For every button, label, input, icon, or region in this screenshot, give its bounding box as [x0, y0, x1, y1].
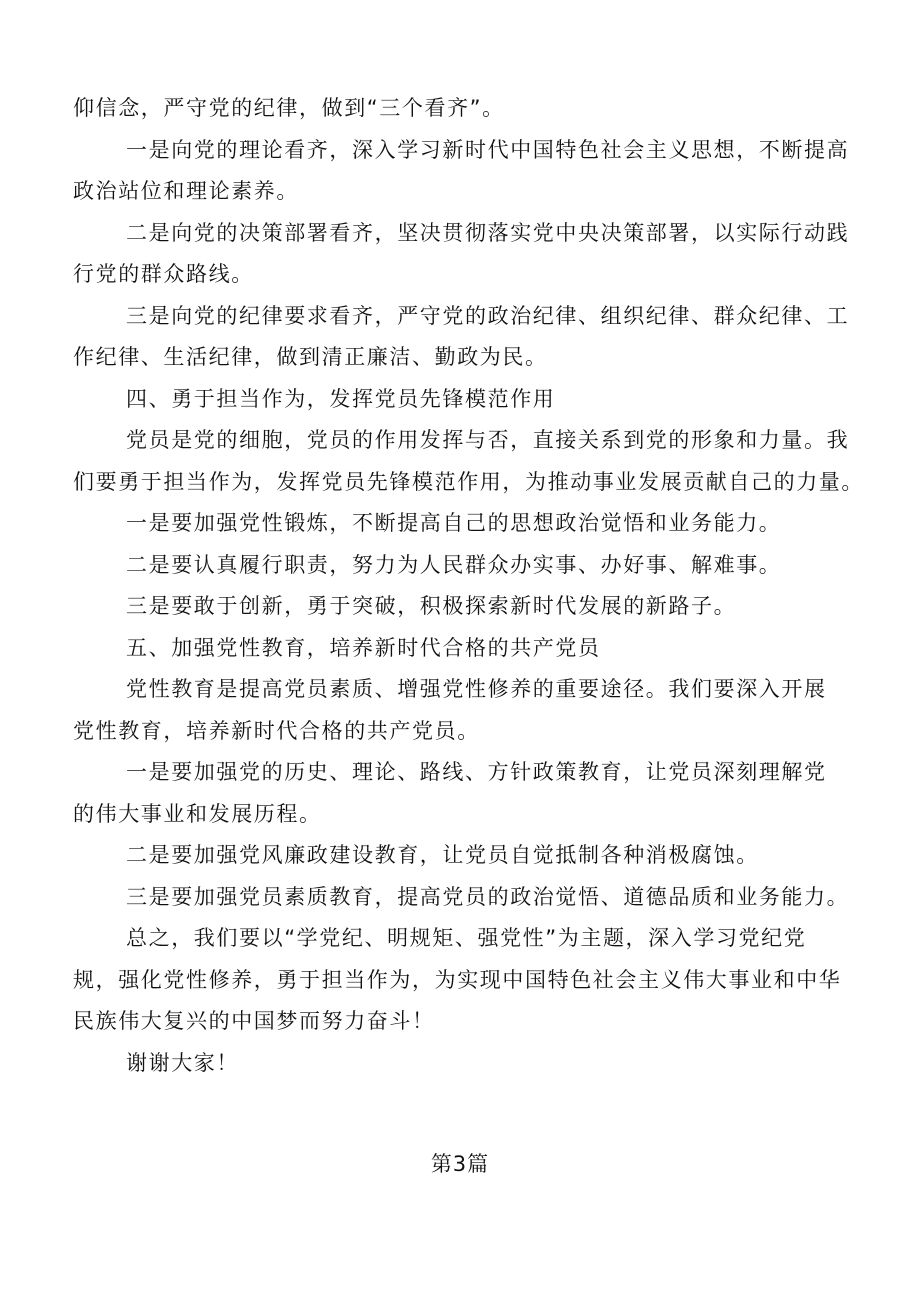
text-line: 二是要认真履行职责，努力为人民群众办实事、办好事、解难事。 — [126, 552, 782, 577]
text-line: 党员是党的细胞，党员的作用发挥与否，直接关系到党的形象和力量。我 — [126, 428, 850, 452]
next-article-heading: 第3篇 — [430, 1152, 490, 1176]
text-line: 作纪律、生活纪律，做到清正廉洁、勤政为民。 — [73, 345, 548, 369]
text-line: 政治站位和理论素养。 — [73, 179, 299, 203]
text-line: 党性教育是提高党员素质、增强党性修养的重要途径。我们要深入开展 — [126, 677, 827, 701]
text-line: 三是向党的纪律要求看齐，严守党的政治纪律、组织纪律、群众纪律、工 — [126, 303, 850, 328]
text-line: 三是要加强党员素质教育，提高党员的政治觉悟、道德品质和业务能力。 — [126, 884, 850, 909]
text-line: 一是向党的理论看齐，深入学习新时代中国特色社会主义思想，不断提高 — [126, 137, 850, 162]
text-line: 规，强化党性修养，勇于担当作为，为实现中国特色社会主义伟大事业和中华 — [73, 967, 842, 992]
section-heading: 四、勇于担当作为，发挥党员先锋模范作用 — [126, 386, 556, 411]
closing-line: 谢谢大家！ — [126, 1050, 239, 1075]
text-line: 三是要敢于创新，勇于突破，积极探索新时代发展的新路子。 — [126, 594, 737, 618]
text-line: 二是要加强党风廉政建设教育，让党员自觉抵制各种消极腐蚀。 — [126, 843, 759, 867]
text-line: 行党的群众路线。 — [73, 262, 254, 286]
section-heading: 五、加强党性教育，培养新时代合格的共产党员 — [126, 635, 601, 660]
body-text — [73, 88, 873, 1084]
text-line: 民族伟大复兴的中国梦而努力奋斗！ — [73, 1009, 435, 1033]
text-line: 的伟大事业和发展历程。 — [73, 801, 322, 826]
text-line: 仰信念，严守党的纪律，做到“三个看齐”。 — [73, 96, 505, 120]
text-line: 一是要加强党的历史、理论、路线、方针政策教育，让党员深刻理解党 — [126, 760, 827, 784]
text-line: 们要勇于担当作为，发挥党员先锋模范作用，为推动事业发展贡献自己的力量。 — [73, 469, 864, 494]
text-line: 党性教育，培养新时代合格的共产党员。 — [73, 718, 480, 743]
text-line: 二是向党的决策部署看齐，坚决贯彻落实党中央决策部署，以实际行动践 — [126, 220, 850, 245]
text-line: 一是要加强党性锻炼，不断提高自己的思想政治觉悟和业务能力。 — [126, 511, 782, 535]
text-line: 总之，我们要以“学党纪、明规矩、强党性”为主题，深入学习党纪党 — [126, 926, 807, 950]
